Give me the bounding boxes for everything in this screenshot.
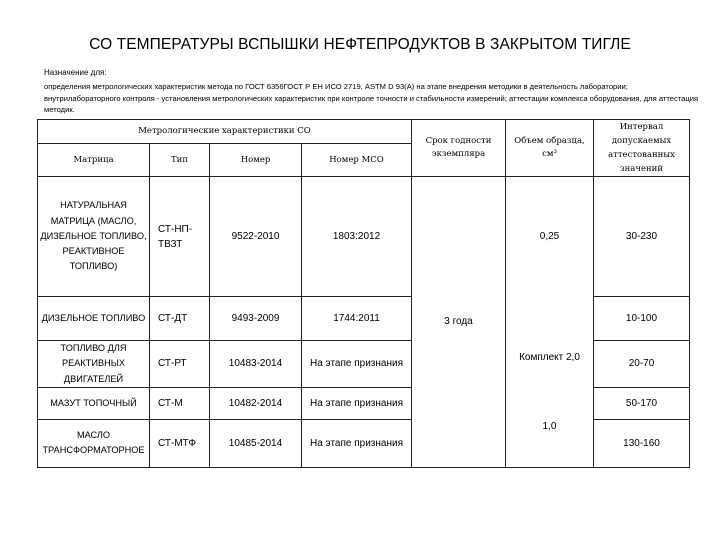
mso-cell: На этапе признания <box>302 387 412 419</box>
type-cell: СТ-МТФ <box>150 419 210 467</box>
volume-kit-cell: Комплект 2,0 <box>506 297 594 420</box>
mso-cell: На этапе признания <box>302 419 412 467</box>
header-mso-number: Номер МСО <box>302 144 412 177</box>
mso-cell: На этапе признания <box>302 341 412 388</box>
interval-cell: 20-70 <box>594 341 690 388</box>
group-header: Метрологические характеристики СО <box>38 120 412 144</box>
number-cell: 9522-2010 <box>210 177 302 297</box>
purpose-label: Назначение для: <box>44 68 107 77</box>
number-cell: 10483-2014 <box>210 341 302 388</box>
matrix-cell: ДИЗЕЛЬНОЕ ТОПЛИВО <box>38 297 150 341</box>
header-number: Номер <box>210 144 302 177</box>
type-cell: СТ-НП-ТВЗТ <box>150 177 210 297</box>
table-row <box>38 177 690 297</box>
type-cell: СТ-ДТ <box>150 297 210 341</box>
type-cell: СТ-М <box>150 387 210 419</box>
header-shelf-life: Срок годности экземпляра <box>412 120 506 177</box>
number-cell: 10485-2014 <box>210 419 302 467</box>
interval-cell: 10-100 <box>594 297 690 341</box>
matrix-cell: МАЗУТ ТОПОЧНЫЙ <box>38 387 150 419</box>
volume-cell: 0,25 <box>506 177 594 297</box>
matrix-cell: НАТУРАЛЬНАЯ МАТРИЦА (МАСЛО, ДИЗЕЛЬНОЕ ТОПЛИВО, РЕАКТИВНОЕ ТОПЛИВО) <box>38 177 150 297</box>
interval-cell: 130-160 <box>594 419 690 467</box>
header-type: Тип <box>150 144 210 177</box>
mso-cell: 1803:2012 <box>302 177 412 297</box>
mso-cell: 1744:2011 <box>302 297 412 341</box>
shelf-life-cell: 3 года <box>412 177 506 468</box>
volume-last-cell: 1,0 <box>506 419 594 467</box>
header-interval: Интервал допускаемых аттестованных значений <box>594 120 690 177</box>
page-title: СО ТЕМПЕРАТУРЫ ВСПЫШКИ НЕФТЕПРОДУКТОВ В ЗАКРЫТОМ ТИГЛЕ <box>89 36 631 53</box>
matrix-cell: МАСЛО ТРАНСФОРМАТОРНОЕ <box>38 419 150 467</box>
table-row <box>38 297 690 341</box>
type-cell: СТ-РТ <box>150 341 210 388</box>
number-cell: 9493-2009 <box>210 297 302 341</box>
interval-cell: 50-170 <box>594 387 690 419</box>
interval-cell: 30-230 <box>594 177 690 297</box>
table-row <box>38 419 690 467</box>
matrix-cell: ТОПЛИВО ДЛЯ РЕАКТИВНЫХ ДВИГАТЕЛЕЙ <box>38 341 150 388</box>
header-sample-volume: Объем образца, см³ <box>506 120 594 177</box>
number-cell: 10482-2014 <box>210 387 302 419</box>
purpose-text: определения метрологических характеристик метода по ГОСТ 6356ГОСТ Р ЕН ИСО 2719, ASTM D 93(А) на этапе внедрения методики в деятельность лаборатории; внутрилабораторного контроля - установления метрологических характеристик при контроле точности и стабильности измерений; аттестации комплекса оборудования, для аттестация методик. <box>44 82 699 115</box>
reference-materials-table <box>37 119 690 468</box>
header-matrix: Матрица <box>38 144 150 177</box>
header-row-group <box>38 120 690 144</box>
